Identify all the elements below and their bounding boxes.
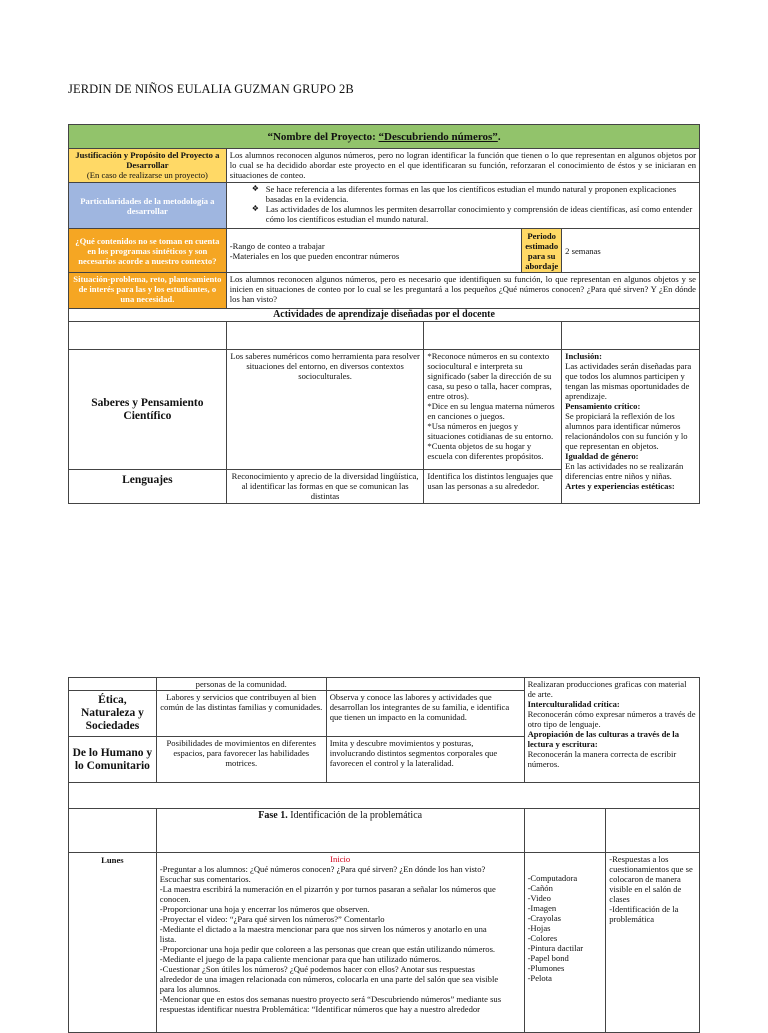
phase-title (156, 809, 524, 853)
methodology-item-text: Se hace referencia a las diferentes formas en las que los científicos estudian el mundo natural y proponen explicaciones basadas en la evidencia. (265, 184, 677, 204)
axis-text: Reconocerán la manera correcta de escribir números. (527, 749, 677, 769)
diamond-bullet-icon: ❖ (251, 184, 259, 193)
situation-label: Situación-problema, reto, planteamiento de interés para las y los estudiantes, o una necesidad. (69, 273, 227, 309)
activity-line: -Mencionar que en estos dos semanas nuestro proyecto será “Descubriendo números” mediante sus (159, 994, 502, 1004)
field-lenguajes-name: Lenguajes (69, 470, 227, 504)
axis-title: Igualdad de género: (565, 451, 639, 461)
empty-cell (524, 809, 606, 853)
pda-item: *Cuenta objetos de su hogar y escuela con diferentes propósitos. (427, 441, 544, 461)
axis-text: Reconocerán cómo expresar números a través de otro tipo de lenguaje. (527, 709, 696, 729)
resource-item: -Papel bond (527, 953, 569, 963)
day-label: Lunes (69, 853, 157, 1033)
field-lenguajes-content: Reconocimiento y aprecio de la diversidad lingüística, al identificar las formas en que se comunican las distintas (226, 470, 424, 504)
axis-text: En las actividades no se realizarán diferencias entre niños y niñas. (565, 461, 684, 481)
contents-item: -Materiales en los que pueden encontrar números (229, 250, 400, 261)
activity-line: para los alumnos. (159, 984, 221, 994)
empty-cell (606, 809, 700, 853)
activities-header: Actividades de aprendizaje diseñadas por el docente (69, 309, 700, 322)
activity-line: lista. (159, 934, 177, 944)
axis-text: Realizaran producciones graficas con material de arte. (527, 679, 687, 699)
contents-list (226, 229, 521, 273)
activity-line: conocen. (159, 894, 191, 904)
pda-item: *Usa números en juegos y situaciones cotidianas de su entorno. (427, 421, 554, 441)
axis-text: Se propiciará la reflexión de los alumnos para identificar números relacionándolos con su función y lo que representan en objetos. (565, 411, 688, 451)
diamond-bullet-icon: ❖ (251, 204, 259, 213)
methodology-item-text: Las actividades de los alumnos les permiten desarrollar conocimiento y comprensión de ideas científicas, así como entender cómo los científicos estudian el mundo natural. (265, 204, 693, 224)
contents-label: ¿Qué contenidos no se toman en cuenta en los programas sintéticos y son necesarios acorde a nuestro contexto? (69, 229, 227, 273)
period-label: Periodo estimado para su abordaje (522, 229, 562, 273)
methodology-label: Particularidades de la metodología a desarrollar (69, 183, 227, 229)
resource-item: -Video (527, 893, 551, 903)
contents-item: -Rango de conteo a trabajar (229, 240, 325, 251)
field-lenguajes-pda: Identifica los distintos lenguajes que usan las personas a su alrededor. (424, 470, 562, 504)
field-etica-content: Labores y servicios que contribuyen al bien común de las distintas familias y comunidades. (156, 691, 326, 737)
axis-text: Las actividades serán diseñadas para que todos los alumnos participen y tengan las mismas oportunidades de aprendizaje. (565, 361, 692, 401)
activity-line: -Proporcionar una hoja pedir que coloreen a las personas que crean que están utilizando números. (159, 944, 496, 954)
activity-line: -Proyectar el video: “¿Para qué sirven los números?” Comentarlo (159, 914, 385, 924)
axes-cell-page2 (524, 678, 699, 783)
activity-line: Escuchar sus comentarios. (159, 874, 251, 884)
justification-label-cell (69, 149, 227, 183)
resource-item: -Plumones (527, 963, 565, 973)
monday-activities (156, 853, 524, 1033)
justification-sublabel: (En caso de realizarse un proyecto) (86, 170, 208, 180)
empty-cell (424, 322, 562, 350)
evaluation-item: -Respuestas a los cuestionamientos que se colocaron de manera visible en el salón de clases (609, 854, 693, 904)
activity-line: -Preguntar a los alumnos: ¿Qué números conocen? ¿Para qué sirven? ¿En dónde los han visto? (159, 864, 486, 874)
pda-item: *Reconoce números en su contexto sociocultural e interpreta su significado (saber la dirección de su casa, su peso o talla, hacer compras, entre otros). (427, 351, 552, 401)
field-saberes-name: Saberes y Pensamiento Científico (69, 350, 227, 470)
project-table-page2 (68, 677, 700, 1033)
resource-item: -Cañón (527, 883, 553, 893)
axis-title: Pensamiento crítico: (565, 401, 641, 411)
activity-line: -Mediante el dictado a la maestra mencionar para que nos sirven los números y anotarlo en una (159, 924, 487, 934)
project-title (69, 125, 700, 149)
phase-name: Identificación de la problemática (290, 810, 423, 821)
resource-item: -Pintura dactilar (527, 943, 584, 953)
field-etica-name: Ética, Naturaleza y Sociedades (69, 691, 157, 737)
methodology-list-cell (226, 183, 699, 229)
project-title-prefix: “Nombre del Proyecto: (267, 130, 379, 143)
resource-item: -Imagen (527, 903, 557, 913)
resource-item: -Pelota (527, 973, 552, 983)
phase-label: Fase 1. (258, 810, 288, 821)
field-lenguajes-content-cont: personas de la comunidad. (156, 678, 326, 691)
project-title-name: “Descubriendo números” (378, 130, 498, 143)
field-etica-pda: Observa y conoce las labores y actividades que desarrollan los integrantes de su familia, e identifica que tienen un impacto en la comunidad. (326, 691, 524, 737)
methodology-item (251, 204, 696, 224)
empty-cell (226, 322, 424, 350)
activity-start-label: Inicio (330, 854, 351, 864)
axis-title: Artes y experiencias estéticas: (565, 481, 675, 491)
methodology-list (230, 184, 696, 224)
axis-title: Inclusión: (565, 351, 602, 361)
resource-item: -Hojas (527, 923, 551, 933)
project-table-page1 (68, 124, 700, 504)
field-humano-pda: Imita y descubre movimientos y posturas, involucrando distintos segmentos corporales que favorecen el control y la lateralidad. (326, 737, 524, 783)
resource-item: -Colores (527, 933, 558, 943)
field-saberes-pda (424, 350, 562, 470)
field-humano-name: De lo Humano y lo Comunitario (69, 737, 157, 783)
monday-resources (524, 853, 606, 1033)
empty-cell (326, 678, 524, 691)
empty-cell (69, 678, 157, 691)
activity-line: alrededor de una imagen relacionada con números, colocarla en una parte del salón que sea visible (159, 974, 499, 984)
empty-cell (562, 322, 700, 350)
empty-cell (69, 809, 157, 853)
period-value: 2 semanas (562, 229, 700, 273)
project-title-suffix: . (497, 130, 501, 143)
situation-text: Los alumnos reconocen algunos números, pero es necesario que identifiquen su función, lo que representan en algunos objetos y se inicien en situaciones de conteo por lo cual se les preguntará a los pequeños ¿Qué números conocen? ¿Para qué sirven? Y ¿En dónde los han visto? (226, 273, 699, 309)
evaluation-item: -Identificación de la problemática (609, 904, 679, 924)
pda-item: *Dice en su lengua materna números en canciones o juegos. (427, 401, 555, 421)
activity-line: -La maestra escribirá la numeración en el pizarrón y por turnos pasaran a señalar los números que (159, 884, 496, 894)
methodology-item (251, 184, 696, 204)
empty-row (69, 783, 700, 809)
resource-item: -Crayolas (527, 913, 561, 923)
field-saberes-content: Los saberes numéricos como herramienta para resolver situaciones del entorno, en diversos contextos socioculturales. (226, 350, 424, 470)
activity-line: -Mediante el juego de la papa caliente mencionar para que han utilizado números. (159, 954, 442, 964)
resource-item: -Computadora (527, 873, 578, 883)
axes-cell-page1 (562, 350, 700, 504)
axis-title: Apropiación de las culturas a través de la lectura y escritura: (527, 729, 679, 749)
monday-evaluation (606, 853, 700, 1033)
activity-line: -Proporcionar una hoja y encerrar los números que observen. (159, 904, 370, 914)
justification-text: Los alumnos reconocen algunos números, pero no logran identificar la función que tienen o lo que representan en algunos objetos por lo cual se ha decidido abordar este proyecto en el que identificaran su función, reforzaran el conocimiento de éstos y se iniciaran en situaciones de conteo. (226, 149, 699, 183)
activity-lines (160, 864, 521, 1014)
document-header: JERDIN DE NIÑOS EULALIA GUZMAN GRUPO 2B (68, 82, 354, 96)
justification-label: Justificación y Propósito del Proyecto a Desarrollar (75, 150, 220, 170)
empty-cell (69, 322, 227, 350)
axis-title: Interculturalidad crítica: (527, 699, 620, 709)
activity-line: -Cuestionar ¿Son útiles los números? ¿Qué podemos hacer con ellos? Anotar sus respuestas (159, 964, 475, 974)
field-humano-content: Posibilidades de movimientos en diferentes espacios, para favorecer las habilidades motrices. (156, 737, 326, 783)
activity-line: respuestas identificar nuestra Problemática: “Identificar números que hay a nuestro alrededor (159, 1004, 481, 1014)
